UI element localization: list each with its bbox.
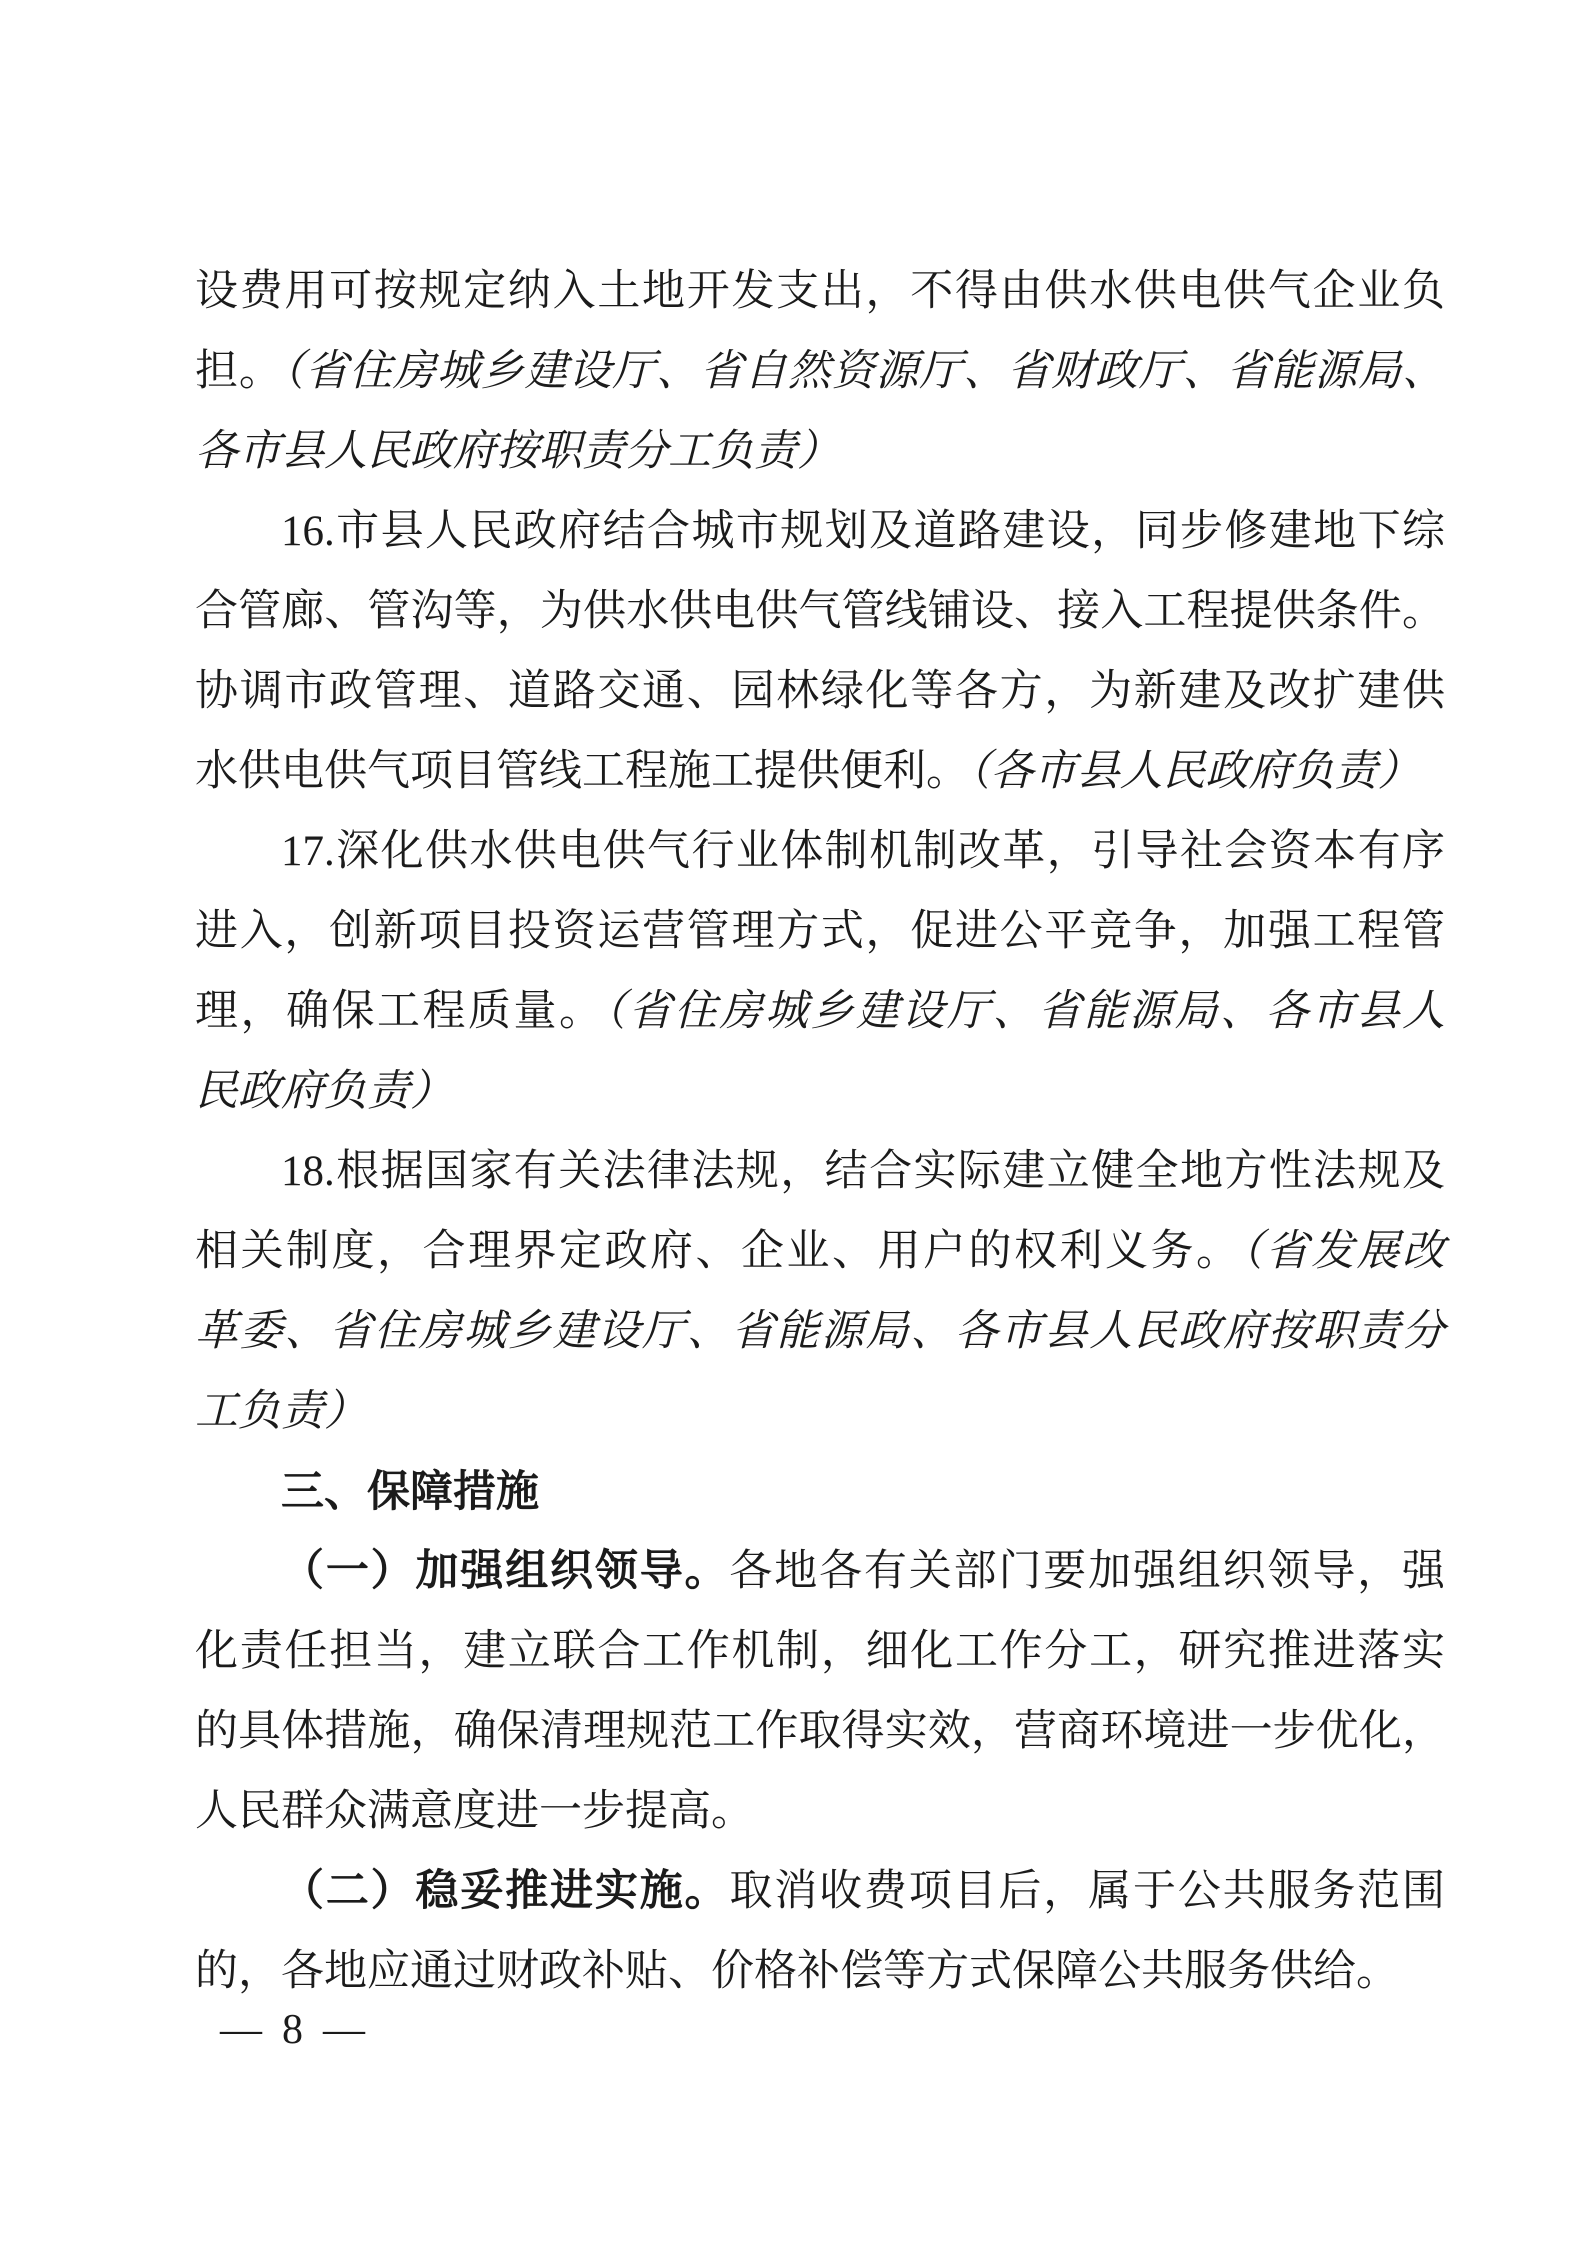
text-line [195,572,1445,652]
text-run-song: 水供电供气项目管线工程施工提供便利。 [195,748,969,795]
text-run-song: 相关制度，合理界定政府、企业、用户的权利义务。 [195,1228,1242,1275]
text-line [195,1852,1445,1932]
page-number: 8 [282,2007,303,2053]
page-footer [220,2002,365,2058]
text-line [195,1132,1445,1212]
paragraph-measure-1 [195,1532,1445,1852]
text-run-kai: 工负责） [195,1388,367,1435]
paragraph-item-15-continuation [195,252,1445,492]
text-run-song: 担。 [195,348,283,395]
text-line [195,652,1445,732]
text-line [195,1772,1445,1852]
text-run-song: 协调市政管理、道路交通、园林绿化等各方，为新建及改扩建供 [195,668,1445,715]
text-line [195,492,1445,572]
paragraph-item-17 [195,812,1445,1132]
text-line [195,1932,1445,2012]
text-run-kai: （省发展改 [1241,1228,1445,1275]
text-run-kai: （各市县人民政府负责） [969,748,1421,795]
text-line [195,972,1445,1052]
text-line [195,892,1445,972]
text-line [195,1612,1445,1692]
paragraph-item-18 [195,1132,1445,1452]
text-run-song: 的，各地应通过财政补贴、价格补偿等方式保障公共服务供给。 [195,1948,1399,1995]
text-run-song: 各地各有关部门要加强组织领导，强 [729,1548,1446,1595]
paragraph-item-16 [195,492,1445,812]
text-run-song: 的具体措施，确保清理规范工作取得实效，营商环境进一步优化， [195,1708,1445,1755]
text-run-kai-bold: （一）加强组织领导。 [281,1548,730,1595]
text-line [195,1292,1445,1372]
text-line [195,252,1445,332]
text-run-kai: （省住房城乡建设厅、省能源局、各市县人 [604,988,1445,1035]
text-block [195,252,1445,2012]
text-line [195,1212,1445,1292]
text-run-song: 理，确保工程质量。 [195,988,605,1035]
text-run-song: 化责任担当，建立联合工作机制，细化工作分工，研究推进落实 [195,1628,1445,1675]
text-line [195,812,1445,892]
text-run-kai: （省住房城乡建设厅、省自然资源厅、省财政厅、省能源局、 [282,348,1445,395]
text-run-song: 16.市县人民政府结合城市规划及道路建设，同步修建地下综 [281,508,1445,555]
text-run-song: 设费用可按规定纳入土地开发支出，不得由供水供电供气企业负 [195,268,1445,315]
text-run-song: 人民群众满意度进一步提高。 [195,1788,754,1835]
paragraph-measure-2 [195,1852,1445,2012]
footer-dash-right: — [323,2007,365,2053]
text-line [195,332,1445,412]
text-run-hei: 三、保障措施 [281,1468,539,1516]
text-run-song: 进入，创新项目投资运营管理方式，促进公平竞争，加强工程管 [195,908,1445,955]
text-run-kai: 民政府负责） [195,1068,453,1115]
text-run-song: 合管廊、管沟等，为供水供电供气管线铺设、接入工程提供条件。 [195,588,1445,635]
text-line [195,732,1445,812]
section-heading [195,1452,1445,1532]
text-line [195,412,1445,492]
text-line [195,1372,1445,1452]
text-run-song: 18.根据国家有关法律法规，结合实际建立健全地方性法规及 [281,1148,1445,1195]
footer-dash-left: — [220,2007,262,2053]
text-run-kai: 革委、省住房城乡建设厅、省能源局、各市县人民政府按职责分 [195,1308,1445,1355]
text-run-kai: 各市县人民政府按职责分工负责） [195,428,840,475]
text-run-kai-bold: （二）稳妥推进实施。 [281,1868,730,1915]
text-run-song: 取消收费项目后，属于公共服务范围 [729,1868,1446,1915]
paragraph-section-3-heading [195,1452,1445,1532]
text-line [195,1532,1445,1612]
text-line [195,1692,1445,1772]
text-line [195,1052,1445,1132]
text-run-song: 17.深化供水供电供气行业体制机制改革，引导社会资本有序 [281,828,1445,875]
